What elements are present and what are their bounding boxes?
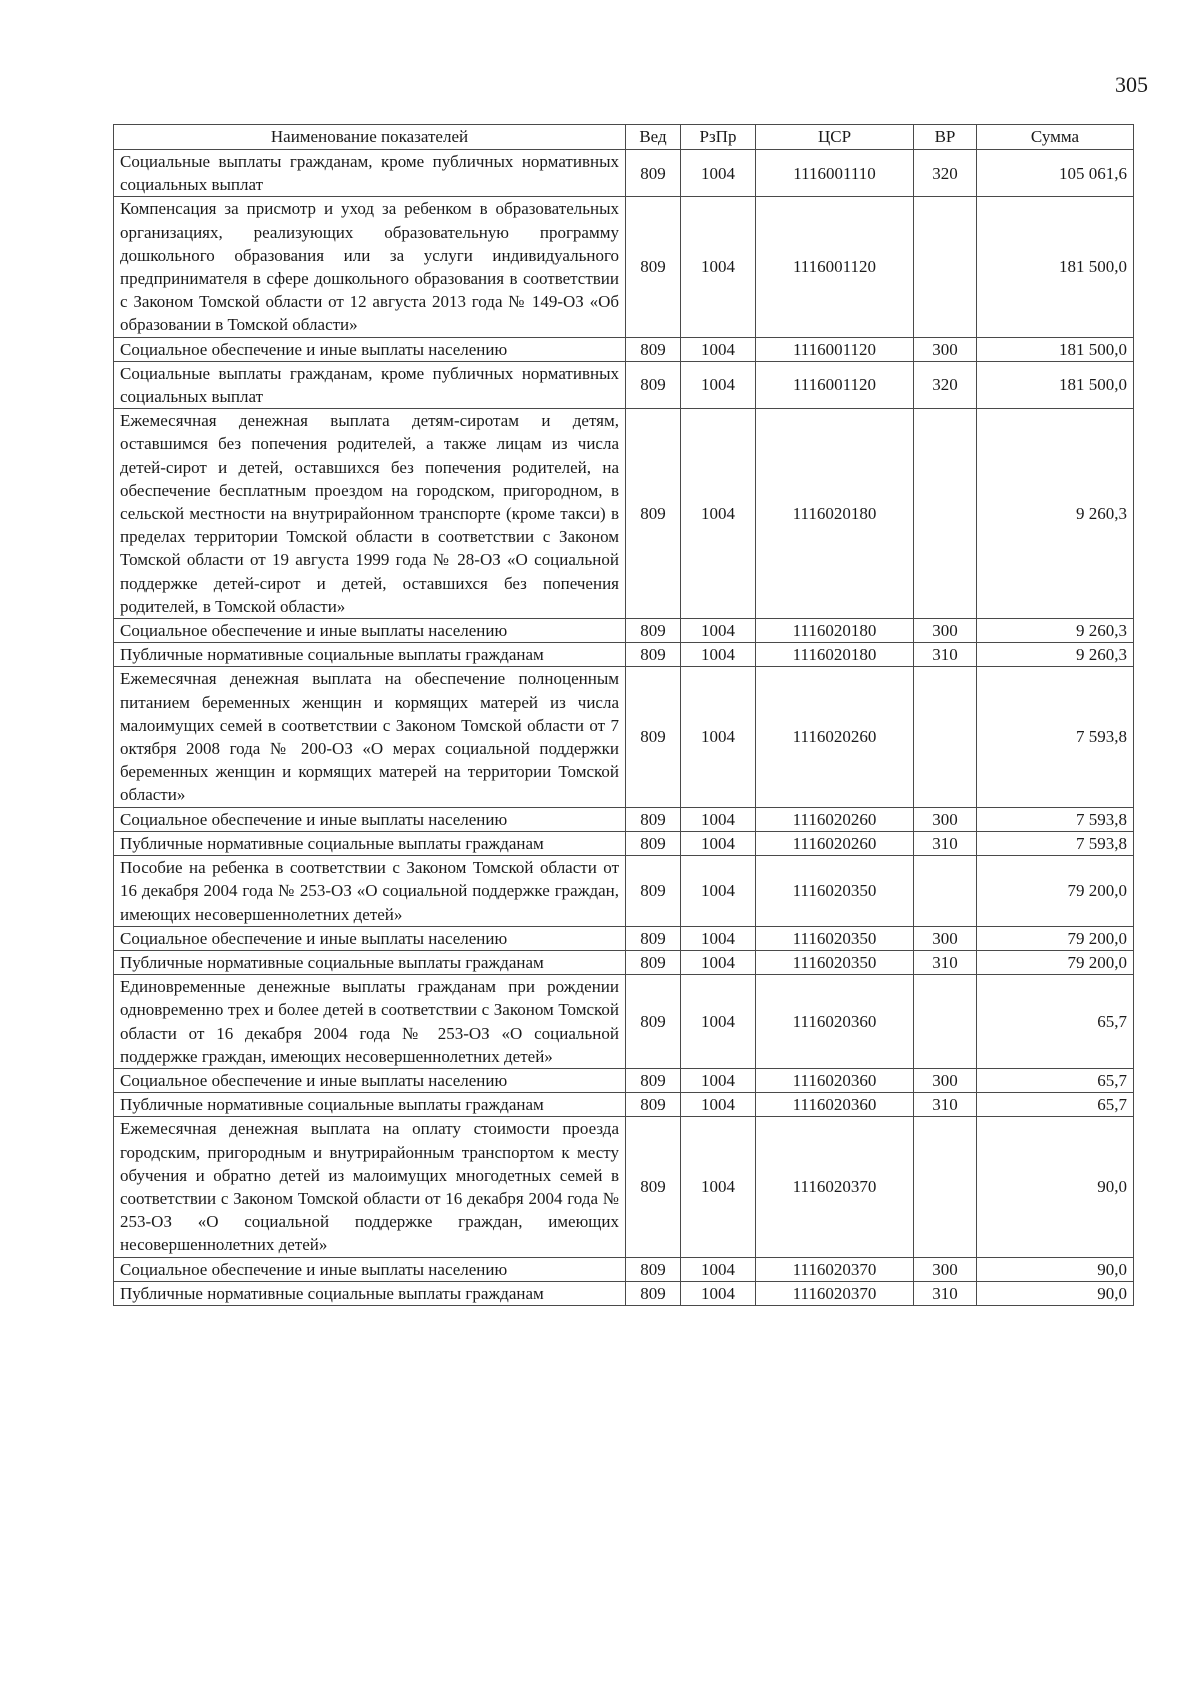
table-header-row: [114, 125, 1134, 150]
row-csr: 1116020260: [756, 831, 914, 855]
row-rzpr: 1004: [681, 950, 756, 974]
row-rzpr: 1004: [681, 1093, 756, 1117]
row-ved: 809: [626, 950, 681, 974]
row-ved: 809: [626, 619, 681, 643]
row-name: Публичные нормативные социальные выплаты гражданам: [114, 643, 626, 667]
row-vr: 300: [914, 1068, 977, 1092]
row-csr: 1116001110: [756, 150, 914, 197]
table-row: [114, 619, 1134, 643]
row-sum: 9 260,3: [977, 643, 1134, 667]
row-vr: 300: [914, 619, 977, 643]
row-sum: 79 200,0: [977, 950, 1134, 974]
row-csr: 1116020350: [756, 926, 914, 950]
header-vr: ВР: [914, 125, 977, 150]
row-csr: 1116020260: [756, 667, 914, 807]
row-ved: 809: [626, 197, 681, 337]
row-name: Публичные нормативные социальные выплаты гражданам: [114, 950, 626, 974]
table-row: [114, 975, 1134, 1069]
row-sum: 9 260,3: [977, 409, 1134, 619]
row-sum: 79 200,0: [977, 856, 1134, 927]
row-name: Компенсация за присмотр и уход за ребенком в образовательных организациях, реализующих образовательную программу дошкольного образования или за услуги индивидуального предпринимателя в сфере дошкольного образования в соответствии с Законом Томской области от 12 августа 2013 года № 149-ОЗ «Об образовании в Томской области»: [114, 197, 626, 337]
table-row: [114, 856, 1134, 927]
row-rzpr: 1004: [681, 409, 756, 619]
table-row: [114, 1117, 1134, 1257]
row-sum: 90,0: [977, 1117, 1134, 1257]
row-csr: 1116020360: [756, 975, 914, 1069]
row-name: Ежемесячная денежная выплата на обеспечение полноценным питанием беременных женщин и кормящих матерей из числа малоимущих семей в соответствии с Законом Томской области от 7 октября 2008 года № 200-ОЗ «О мерах социальной поддержки беременных женщин и кормящих матерей на территории Томской области»: [114, 667, 626, 807]
row-ved: 809: [626, 667, 681, 807]
row-name: Социальное обеспечение и иные выплаты населению: [114, 619, 626, 643]
row-rzpr: 1004: [681, 619, 756, 643]
row-sum: 105 061,6: [977, 150, 1134, 197]
row-csr: 1116020370: [756, 1281, 914, 1305]
row-rzpr: 1004: [681, 643, 756, 667]
row-csr: 1116001120: [756, 197, 914, 337]
row-sum: 65,7: [977, 975, 1134, 1069]
row-csr: 1116001120: [756, 361, 914, 408]
row-ved: 809: [626, 409, 681, 619]
header-ved: Вед: [626, 125, 681, 150]
row-name: Социальное обеспечение и иные выплаты населению: [114, 926, 626, 950]
row-vr: [914, 197, 977, 337]
row-rzpr: 1004: [681, 926, 756, 950]
row-csr: 1116020370: [756, 1117, 914, 1257]
row-sum: 79 200,0: [977, 926, 1134, 950]
row-ved: 809: [626, 361, 681, 408]
table-row: [114, 1281, 1134, 1305]
row-sum: 65,7: [977, 1093, 1134, 1117]
table-row: [114, 831, 1134, 855]
row-ved: 809: [626, 975, 681, 1069]
row-name: Социальное обеспечение и иные выплаты населению: [114, 807, 626, 831]
row-rzpr: 1004: [681, 361, 756, 408]
row-vr: 310: [914, 643, 977, 667]
row-vr: [914, 409, 977, 619]
row-rzpr: 1004: [681, 337, 756, 361]
row-vr: [914, 975, 977, 1069]
row-sum: 7 593,8: [977, 831, 1134, 855]
row-vr: [914, 667, 977, 807]
row-csr: 1116001120: [756, 337, 914, 361]
row-rzpr: 1004: [681, 667, 756, 807]
row-vr: 310: [914, 831, 977, 855]
row-sum: 7 593,8: [977, 807, 1134, 831]
row-rzpr: 1004: [681, 150, 756, 197]
row-rzpr: 1004: [681, 975, 756, 1069]
row-name: Единовременные денежные выплаты гражданам при рождении одновременно трех и более детей в соответствии с Законом Томской области от 16 декабря 2004 года № 253-ОЗ «О социальной поддержке граждан, имеющих несовершеннолетних детей»: [114, 975, 626, 1069]
row-sum: 90,0: [977, 1257, 1134, 1281]
row-csr: 1116020360: [756, 1068, 914, 1092]
header-sum: Сумма: [977, 125, 1134, 150]
row-vr: 300: [914, 926, 977, 950]
row-ved: 809: [626, 1117, 681, 1257]
table-row: [114, 950, 1134, 974]
table-row: [114, 926, 1134, 950]
row-vr: 300: [914, 807, 977, 831]
row-name: Пособие на ребенка в соответствии с Законом Томской области от 16 декабря 2004 года № 253-ОЗ «О социальной поддержке граждан, имеющих несовершеннолетних детей»: [114, 856, 626, 927]
row-name: Публичные нормативные социальные выплаты гражданам: [114, 1281, 626, 1305]
row-csr: 1116020360: [756, 1093, 914, 1117]
table-row: [114, 1257, 1134, 1281]
row-rzpr: 1004: [681, 1117, 756, 1257]
budget-table: [113, 124, 1134, 1306]
header-csr: ЦСР: [756, 125, 914, 150]
row-vr: 300: [914, 337, 977, 361]
row-sum: 181 500,0: [977, 337, 1134, 361]
row-name: Публичные нормативные социальные выплаты гражданам: [114, 1093, 626, 1117]
page-number: 305: [1115, 72, 1148, 97]
table-row: [114, 1093, 1134, 1117]
row-rzpr: 1004: [681, 1257, 756, 1281]
row-rzpr: 1004: [681, 856, 756, 927]
row-rzpr: 1004: [681, 197, 756, 337]
table-row: [114, 1068, 1134, 1092]
row-ved: 809: [626, 926, 681, 950]
row-vr: 300: [914, 1257, 977, 1281]
table-row: [114, 197, 1134, 337]
row-vr: [914, 856, 977, 927]
row-rzpr: 1004: [681, 1068, 756, 1092]
table-row: [114, 409, 1134, 619]
row-csr: 1116020350: [756, 950, 914, 974]
table-row: [114, 667, 1134, 807]
row-ved: 809: [626, 337, 681, 361]
row-vr: 320: [914, 361, 977, 408]
row-ved: 809: [626, 807, 681, 831]
table-row: [114, 361, 1134, 408]
row-sum: 181 500,0: [977, 197, 1134, 337]
row-ved: 809: [626, 643, 681, 667]
row-name: Социальные выплаты гражданам, кроме публичных нормативных социальных выплат: [114, 150, 626, 197]
row-ved: 809: [626, 1281, 681, 1305]
row-csr: 1116020180: [756, 619, 914, 643]
row-name: Ежемесячная денежная выплата на оплату стоимости проезда городским, пригородным и внутрирайонным транспортом к месту обучения и обратно детей из малоимущих многодетных семей в соответствии с Законом Томской области от 16 декабря 2004 года № 253-ОЗ «О социальной поддержке граждан, имеющих несовершеннолетних детей»: [114, 1117, 626, 1257]
row-sum: 9 260,3: [977, 619, 1134, 643]
row-csr: 1116020180: [756, 409, 914, 619]
row-vr: [914, 1117, 977, 1257]
table-row: [114, 337, 1134, 361]
row-name: Социальное обеспечение и иные выплаты населению: [114, 337, 626, 361]
row-name: Публичные нормативные социальные выплаты гражданам: [114, 831, 626, 855]
row-name: Социальное обеспечение и иные выплаты населению: [114, 1068, 626, 1092]
row-ved: 809: [626, 150, 681, 197]
row-rzpr: 1004: [681, 807, 756, 831]
row-sum: 7 593,8: [977, 667, 1134, 807]
row-ved: 809: [626, 1257, 681, 1281]
row-csr: 1116020370: [756, 1257, 914, 1281]
row-rzpr: 1004: [681, 1281, 756, 1305]
row-vr: 310: [914, 1281, 977, 1305]
row-sum: 181 500,0: [977, 361, 1134, 408]
table-body: [114, 150, 1134, 1306]
table-row: [114, 643, 1134, 667]
row-csr: 1116020350: [756, 856, 914, 927]
row-ved: 809: [626, 1093, 681, 1117]
header-rzpr: РзПр: [681, 125, 756, 150]
row-ved: 809: [626, 831, 681, 855]
row-sum: 65,7: [977, 1068, 1134, 1092]
table-row: [114, 807, 1134, 831]
row-rzpr: 1004: [681, 831, 756, 855]
row-vr: 310: [914, 1093, 977, 1117]
row-ved: 809: [626, 856, 681, 927]
row-name: Социальные выплаты гражданам, кроме публичных нормативных социальных выплат: [114, 361, 626, 408]
row-name: Социальное обеспечение и иные выплаты населению: [114, 1257, 626, 1281]
row-vr: 310: [914, 950, 977, 974]
row-name: Ежемесячная денежная выплата детям-сиротам и детям, оставшимся без попечения родителей, а также лицам из числа детей-сирот и детей, оставшихся без попечения родителей, на обеспечение бесплатным проездом на городском, пригородном, в сельской местности на внутрирайонном транспорте (кроме такси) в пределах территории Томской области в соответствии с Законом Томской области от 19 августа 1999 года № 28-ОЗ «О социальной поддержке детей-сирот и детей, оставшихся без попечения родителей, в Томской области»: [114, 409, 626, 619]
table-row: [114, 150, 1134, 197]
row-ved: 809: [626, 1068, 681, 1092]
row-csr: 1116020180: [756, 643, 914, 667]
row-vr: 320: [914, 150, 977, 197]
row-sum: 90,0: [977, 1281, 1134, 1305]
header-name: Наименование показателей: [114, 125, 626, 150]
row-csr: 1116020260: [756, 807, 914, 831]
